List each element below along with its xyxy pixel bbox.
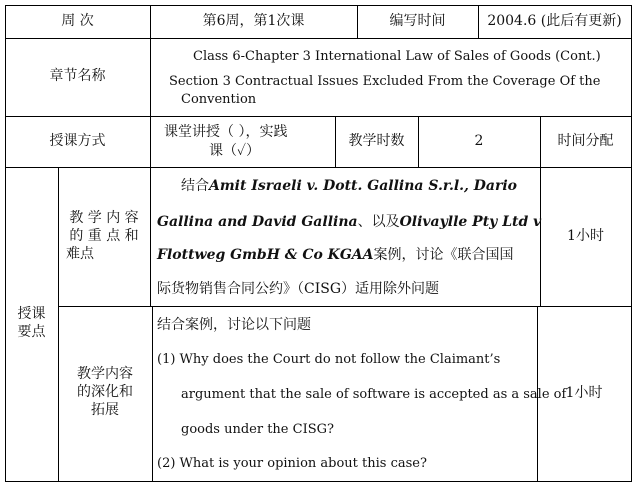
- chapter-title-line2: Section 3 Contractual Issues Excluded From the Coverage Of the: [169, 74, 601, 89]
- focus-label-line1: 教 学 内 容: [69, 210, 139, 226]
- chapter-title-line1: Class 6-Chapter 3 International Law of Sales of Goods (Cont.): [193, 49, 601, 64]
- extension-label-line1: 教学内容: [77, 366, 133, 382]
- case-name: Flottweg GmbH & Co KGAA: [157, 247, 374, 263]
- week-label: 周 次: [61, 13, 94, 29]
- focus-text-seg: 案例，讨论《联合国国: [373, 247, 514, 263]
- week-value: 第6周，第1次课: [202, 13, 305, 29]
- table-border-top: [5, 5, 632, 6]
- case-name: Amit Israeli v. Dott. Gallina S.r.l., Dario: [209, 178, 518, 194]
- teaching-mode-line2: 课（✓）: [209, 143, 261, 159]
- hours-value: 2: [474, 133, 484, 149]
- focus-time: 1小时: [567, 228, 604, 244]
- row-divider: [5, 38, 632, 39]
- points-label-line2: 要点: [17, 324, 46, 340]
- question-1-line2: argument that the sale of software is accepted as a sale of: [181, 387, 567, 402]
- case-name: Gallina and David Gallina: [157, 214, 358, 230]
- time-label: 编写时间: [389, 13, 446, 29]
- focus-text-seg: 、以及: [357, 214, 400, 230]
- row-divider: [58, 306, 632, 307]
- case-name: Olivaylle Pty Ltd v: [399, 214, 542, 230]
- allocation-label: 时间分配: [557, 133, 614, 149]
- row-divider: [5, 116, 632, 117]
- question-1-line3: goods under the CISG?: [181, 422, 334, 437]
- extension-intro: 结合案例，讨论以下问题: [157, 317, 311, 333]
- points-label-line1: 授课: [17, 306, 46, 322]
- question-2: (2) What is your opinion about this case?: [157, 456, 427, 471]
- focus-label-line3: 难点: [66, 246, 94, 262]
- chapter-label: 章节名称: [49, 68, 106, 84]
- focus-text-line1: [181, 178, 517, 195]
- question-1-line1: (1) Why does the Court do not follow the Claimant’s: [157, 352, 501, 367]
- row-divider: [5, 167, 632, 168]
- col-divider: [152, 306, 153, 482]
- table-border-right: [631, 5, 632, 482]
- hours-label: 教学时数: [348, 133, 405, 149]
- focus-text-line4: 际货物销售合同公约》（CISG）适用除外问题: [157, 281, 440, 297]
- extension-label-line2: 的深化和: [77, 384, 133, 400]
- focus-text-line2: [157, 214, 541, 231]
- focus-text-line3: [157, 247, 514, 264]
- col-divider: [150, 167, 151, 306]
- focus-text-seg: 结合: [181, 178, 209, 194]
- extension-time: 1小时: [565, 385, 603, 401]
- extension-label-line3: 拓展: [91, 402, 119, 418]
- focus-label-line2: 的 重 点 和: [69, 228, 139, 244]
- chapter-title-line3: Convention: [181, 92, 257, 107]
- teaching-mode-line1: 课堂讲授（ ），实践: [164, 124, 288, 140]
- time-value: 2004.6 (此后有更新): [487, 13, 622, 29]
- method-label: 授课方式: [49, 133, 106, 149]
